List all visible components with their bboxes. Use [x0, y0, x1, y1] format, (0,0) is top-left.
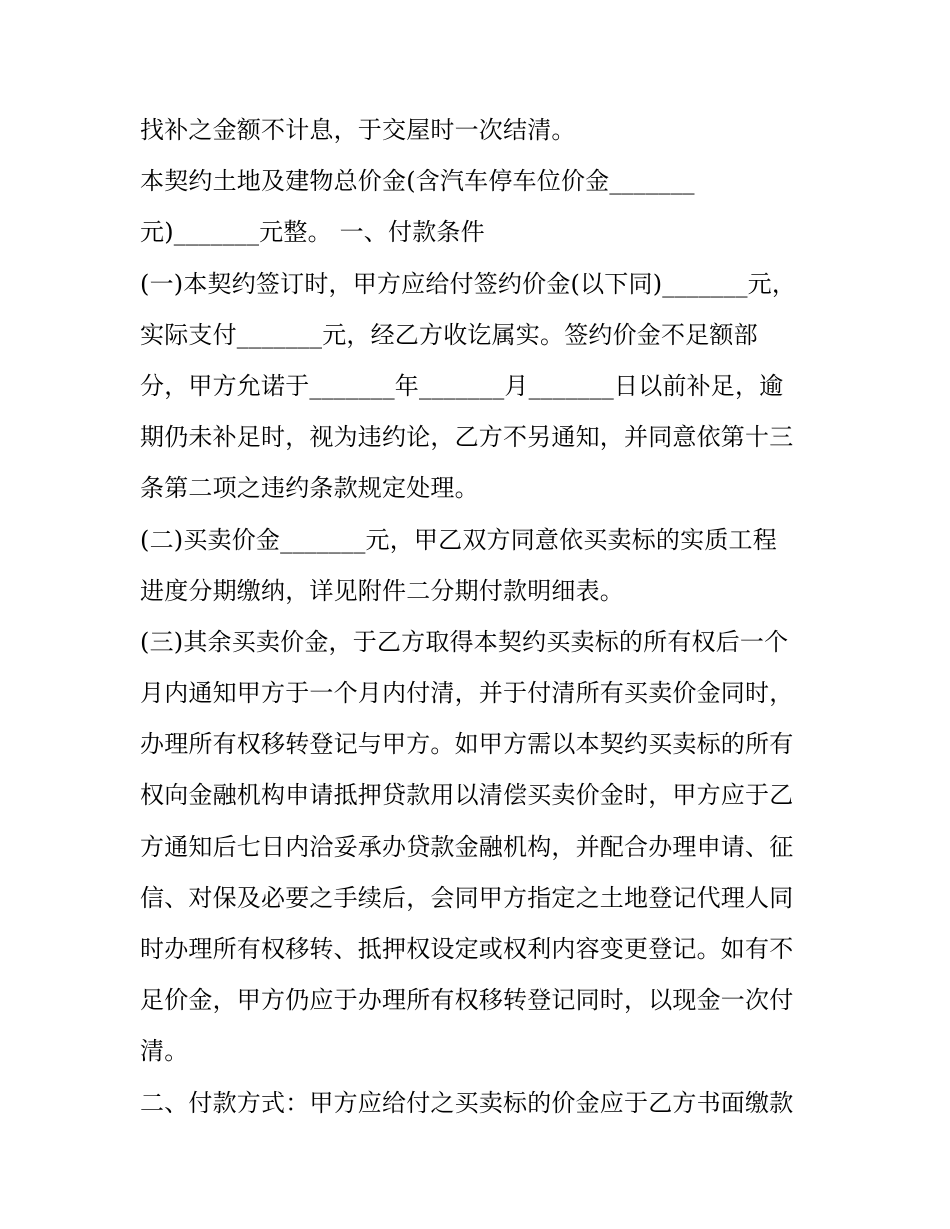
text-line: 权向金融机构申请抵押贷款用以清偿买卖价金时，甲方应于乙	[140, 781, 794, 810]
text-line: 分，甲方允诺于_______年_______月_______日以前补足，逾	[140, 371, 784, 400]
document-body	[140, 110, 820, 1134]
text-line: 办理所有权移转登记与甲方。如甲方需以本契约买卖标的所有	[140, 730, 794, 759]
text-line: 月内通知甲方于一个月内付清，并于付清所有买卖价金同时，	[140, 679, 794, 708]
text-line: 元)_______元整。 一、付款条件	[140, 218, 485, 247]
text-line: (一)本契约签订时，甲方应给付签约价金(以下同)_______元，	[140, 269, 797, 298]
text-line: 本契约土地及建物总价金(含汽车停车位价金_______	[140, 167, 695, 196]
text-line: 清。	[140, 1037, 189, 1066]
text-line: 二、付款方式：甲方应给付之买卖标的价金应于乙方书面缴款	[140, 1088, 794, 1117]
text-line: 方通知后七日内洽妥承办贷款金融机构，并配合办理申请、征	[140, 832, 794, 861]
text-line: 信、对保及必要之手续后，会同甲方指定之土地登记代理人同	[140, 883, 794, 912]
text-line: 足价金，甲方仍应于办理所有权移转登记同时，以现金一次付	[140, 986, 794, 1015]
text-line: 找补之金额不计息，于交屋时一次结清。	[140, 116, 576, 144]
text-line: 时办理所有权移转、抵押权设定或权利内容变更登记。如有不	[140, 935, 794, 963]
text-line: 期仍未补足时，视为违约论，乙方不另通知，并同意依第十三	[140, 423, 794, 452]
text-line: 条第二项之违约条款规定处理。	[140, 474, 479, 503]
text-line: (二)买卖价金_______元，甲乙双方同意依买卖标的实质工程	[140, 525, 777, 554]
text-line: 实际支付_______元，经乙方收讫属实。签约价金不足额部	[140, 320, 758, 349]
text-line: 进度分期缴纳，详见附件二分期付款明细表。	[140, 576, 624, 605]
text-line: (三)其余买卖价金，于乙方取得本契约买卖标的所有权后一个	[140, 627, 789, 656]
